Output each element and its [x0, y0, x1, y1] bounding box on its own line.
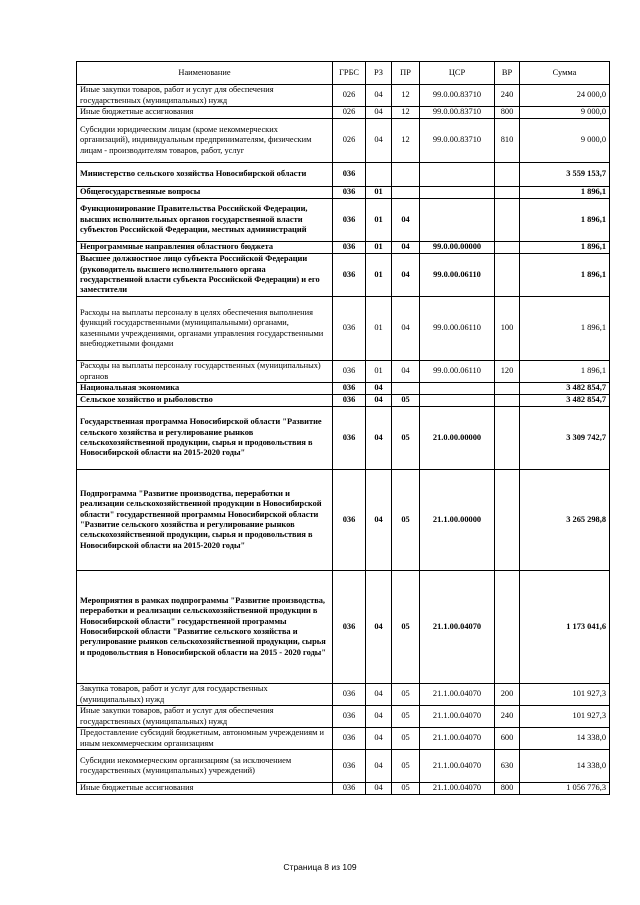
cell-pr: 05: [392, 407, 420, 470]
cell-csr: 21.1.00.04070: [420, 571, 495, 684]
cell-csr: 21.1.00.04070: [420, 750, 495, 783]
cell-sum: 3 309 742,7: [520, 407, 610, 470]
cell-csr: 99.0.00.06110: [420, 361, 495, 383]
cell-pr: 05: [392, 728, 420, 750]
cell-pr: [392, 163, 420, 187]
cell-grbs: 036: [333, 254, 366, 297]
cell-rz: 01: [366, 297, 392, 361]
cell-csr: [420, 199, 495, 242]
cell-sum: 9 000,0: [520, 119, 610, 163]
header-rz: РЗ: [366, 62, 392, 85]
cell-name: Мероприятия в рамках подпрограммы "Развитие производства, переработки и реализации сельскохозяйственной продукции в Новосибирской области" государственной программы Новосибирской области "Развитие сельского хозяйства и регулирование рынков сельскохозяйственной продукции, сырья и продовольствия в Новосибирской области на 2015 - 2020 годы": [77, 571, 333, 684]
cell-vr: [495, 407, 520, 470]
cell-pr: 05: [392, 783, 420, 795]
table-row: [77, 783, 610, 795]
cell-rz: 04: [366, 119, 392, 163]
cell-pr: 05: [392, 706, 420, 728]
cell-grbs: 036: [333, 750, 366, 783]
cell-pr: 04: [392, 199, 420, 242]
cell-sum: 1 896,1: [520, 242, 610, 254]
cell-pr: 04: [392, 297, 420, 361]
cell-vr: 120: [495, 361, 520, 383]
cell-rz: 04: [366, 395, 392, 407]
cell-rz: 04: [366, 783, 392, 795]
header-name: Наименование: [77, 62, 333, 85]
cell-sum: 1 896,1: [520, 187, 610, 199]
cell-sum: 1 896,1: [520, 361, 610, 383]
cell-pr: 05: [392, 470, 420, 571]
cell-grbs: 036: [333, 383, 366, 395]
cell-vr: [495, 254, 520, 297]
cell-rz: 04: [366, 107, 392, 119]
cell-name: Субсидии некоммерческим организациям (за исключением государственных (муниципальных) учреждений): [77, 750, 333, 783]
cell-csr: 99.0.00.83710: [420, 107, 495, 119]
cell-name: Иные бюджетные ассигнования: [77, 107, 333, 119]
cell-rz: 01: [366, 361, 392, 383]
table-row: [77, 119, 610, 163]
table-header-row: [77, 62, 610, 85]
cell-name: Подпрограмма "Развитие производства, переработки и реализации сельскохозяйственной продукции в Новосибирской области" государственной программы Новосибирской области "Развитие сельского хозяйства и регулирование рынков сельскохозяйственной продукции, сырья и продовольствия в Новосибирской области на 2015-2020 годы": [77, 470, 333, 571]
cell-name: Расходы на выплаты персоналу государственных (муниципальных) органов: [77, 361, 333, 383]
header-vr: ВР: [495, 62, 520, 85]
cell-csr: [420, 187, 495, 199]
cell-rz: 04: [366, 85, 392, 107]
table-row: [77, 470, 610, 571]
header-pr: ПР: [392, 62, 420, 85]
table-row: [77, 187, 610, 199]
cell-vr: 100: [495, 297, 520, 361]
cell-name: Высшее должностное лицо субъекта Российской Федерации (руководитель высшего исполнительного органа государственной власти субъекта Российской Федерации) и его заместители: [77, 254, 333, 297]
cell-pr: [392, 187, 420, 199]
cell-vr: [495, 383, 520, 395]
cell-rz: 01: [366, 242, 392, 254]
cell-rz: 01: [366, 254, 392, 297]
table-row: [77, 107, 610, 119]
cell-rz: 01: [366, 187, 392, 199]
cell-grbs: 026: [333, 85, 366, 107]
cell-name: Непрограммные направления областного бюджета: [77, 242, 333, 254]
cell-grbs: 036: [333, 470, 366, 571]
cell-rz: 04: [366, 750, 392, 783]
cell-vr: [495, 187, 520, 199]
cell-grbs: 036: [333, 571, 366, 684]
table-row: [77, 254, 610, 297]
table-row: [77, 407, 610, 470]
cell-name: Иные закупки товаров, работ и услуг для обеспечения государственных (муниципальных) нужд: [77, 706, 333, 728]
cell-sum: 24 000,0: [520, 85, 610, 107]
table-row: [77, 199, 610, 242]
cell-grbs: 036: [333, 395, 366, 407]
cell-grbs: 036: [333, 684, 366, 706]
cell-grbs: 036: [333, 407, 366, 470]
cell-csr: [420, 395, 495, 407]
cell-vr: [495, 395, 520, 407]
cell-name: Министерство сельского хозяйства Новосибирской области: [77, 163, 333, 187]
cell-csr: 21.1.00.04070: [420, 684, 495, 706]
cell-rz: 04: [366, 684, 392, 706]
cell-sum: 1 056 776,3: [520, 783, 610, 795]
cell-pr: 05: [392, 395, 420, 407]
cell-sum: 9 000,0: [520, 107, 610, 119]
cell-sum: 14 338,0: [520, 750, 610, 783]
page-number: Страница 8 из 109: [283, 862, 357, 872]
cell-name: Государственная программа Новосибирской области "Развитие сельского хозяйства и регулирование рынков сельскохозяйственной продукции, сырья и продовольствия в Новосибирской области на 2015-2020 годы": [77, 407, 333, 470]
cell-sum: 1 173 041,6: [520, 571, 610, 684]
table-row: [77, 297, 610, 361]
table-row: [77, 706, 610, 728]
cell-csr: 21.0.00.00000: [420, 407, 495, 470]
cell-csr: 99.0.00.83710: [420, 85, 495, 107]
cell-sum: 3 482 854,7: [520, 383, 610, 395]
cell-vr: 800: [495, 783, 520, 795]
cell-sum: 1 896,1: [520, 199, 610, 242]
table-row: [77, 361, 610, 383]
budget-table: [76, 61, 610, 795]
cell-name: Расходы на выплаты персоналу в целях обеспечения выполнения функций государственными (муниципальными) органами, казенными учреждениями, органами управления государственными внебюджетными фондами: [77, 297, 333, 361]
table-row: [77, 242, 610, 254]
header-grbs: ГРБС: [333, 62, 366, 85]
cell-csr: 99.0.00.00000: [420, 242, 495, 254]
table-row: [77, 684, 610, 706]
cell-grbs: 036: [333, 297, 366, 361]
cell-vr: [495, 470, 520, 571]
cell-vr: [495, 199, 520, 242]
cell-vr: 800: [495, 107, 520, 119]
cell-pr: 12: [392, 85, 420, 107]
table-row: [77, 728, 610, 750]
cell-rz: 04: [366, 728, 392, 750]
cell-grbs: 036: [333, 187, 366, 199]
cell-name: Субсидии юридическим лицам (кроме некоммерческих организаций), индивидуальным предпринимателям, физическим лицам - производителям товаров, работ, услуг: [77, 119, 333, 163]
cell-rz: 04: [366, 470, 392, 571]
cell-name: Функционирование Правительства Российской Федерации, высших исполнительных органов государственной власти субъектов Российской Федерации, местных администраций: [77, 199, 333, 242]
cell-sum: 14 338,0: [520, 728, 610, 750]
cell-vr: 600: [495, 728, 520, 750]
cell-rz: 04: [366, 383, 392, 395]
cell-vr: [495, 571, 520, 684]
table-row: [77, 395, 610, 407]
table-row: [77, 163, 610, 187]
cell-grbs: 036: [333, 783, 366, 795]
cell-vr: 240: [495, 706, 520, 728]
cell-csr: 21.1.00.04070: [420, 706, 495, 728]
table-body: [77, 85, 610, 795]
cell-sum: 3 265 298,8: [520, 470, 610, 571]
table-row: [77, 383, 610, 395]
cell-rz: 01: [366, 199, 392, 242]
cell-csr: [420, 163, 495, 187]
cell-grbs: 036: [333, 706, 366, 728]
cell-csr: 21.1.00.04070: [420, 783, 495, 795]
cell-vr: [495, 163, 520, 187]
header-csr: ЦСР: [420, 62, 495, 85]
cell-csr: [420, 383, 495, 395]
cell-vr: 810: [495, 119, 520, 163]
cell-grbs: 036: [333, 361, 366, 383]
cell-rz: 04: [366, 407, 392, 470]
cell-name: Иные закупки товаров, работ и услуг для обеспечения государственных (муниципальных) нужд: [77, 85, 333, 107]
cell-name: Иные бюджетные ассигнования: [77, 783, 333, 795]
cell-name: Сельское хозяйство и рыболовство: [77, 395, 333, 407]
cell-rz: [366, 163, 392, 187]
cell-grbs: 036: [333, 199, 366, 242]
cell-rz: 04: [366, 571, 392, 684]
cell-grbs: 036: [333, 163, 366, 187]
cell-sum: 101 927,3: [520, 706, 610, 728]
table-row: [77, 750, 610, 783]
table-row: [77, 85, 610, 107]
cell-pr: 05: [392, 750, 420, 783]
cell-grbs: 026: [333, 107, 366, 119]
cell-grbs: 036: [333, 728, 366, 750]
cell-sum: 1 896,1: [520, 254, 610, 297]
cell-name: Предоставление субсидий бюджетным, автономным учреждениям и иным некоммерческим организациям: [77, 728, 333, 750]
cell-pr: 04: [392, 361, 420, 383]
cell-grbs: 026: [333, 119, 366, 163]
cell-pr: 05: [392, 571, 420, 684]
cell-sum: 101 927,3: [520, 684, 610, 706]
cell-vr: 240: [495, 85, 520, 107]
cell-csr: 21.1.00.04070: [420, 728, 495, 750]
cell-vr: 630: [495, 750, 520, 783]
table-row: [77, 571, 610, 684]
cell-rz: 04: [366, 706, 392, 728]
cell-csr: 99.0.00.83710: [420, 119, 495, 163]
cell-sum: 1 896,1: [520, 297, 610, 361]
cell-pr: 12: [392, 107, 420, 119]
cell-pr: 04: [392, 254, 420, 297]
cell-pr: 04: [392, 242, 420, 254]
cell-sum: 3 559 153,7: [520, 163, 610, 187]
cell-name: Общегосударственные вопросы: [77, 187, 333, 199]
cell-pr: [392, 383, 420, 395]
cell-sum: 3 482 854,7: [520, 395, 610, 407]
cell-csr: 21.1.00.00000: [420, 470, 495, 571]
header-sum: Сумма: [520, 62, 610, 85]
cell-vr: 200: [495, 684, 520, 706]
cell-pr: 12: [392, 119, 420, 163]
cell-grbs: 036: [333, 242, 366, 254]
cell-vr: [495, 242, 520, 254]
cell-name: Национальная экономика: [77, 383, 333, 395]
cell-name: Закупка товаров, работ и услуг для государственных (муниципальных) нужд: [77, 684, 333, 706]
cell-csr: 99.0.00.06110: [420, 297, 495, 361]
cell-pr: 05: [392, 684, 420, 706]
cell-csr: 99.0.00.06110: [420, 254, 495, 297]
